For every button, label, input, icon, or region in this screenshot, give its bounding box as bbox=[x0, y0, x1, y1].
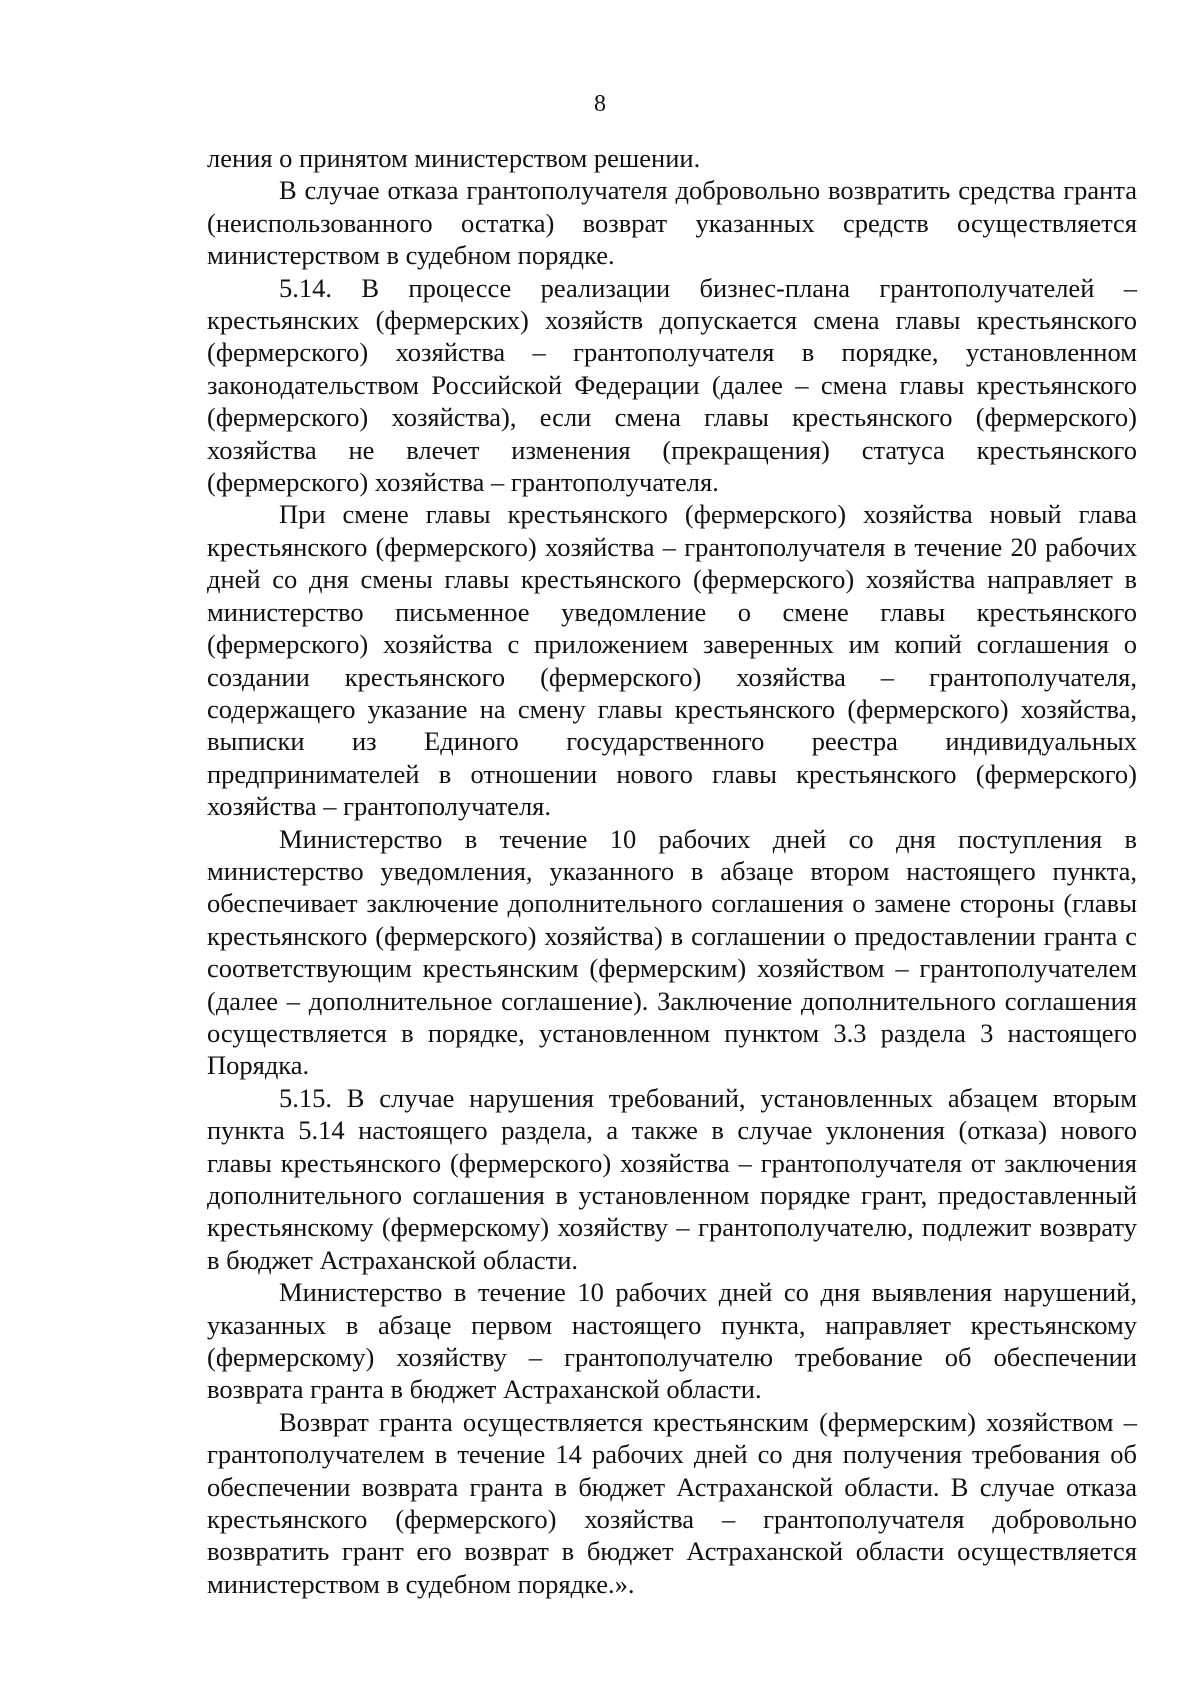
paragraph: Министерство в течение 10 рабочих дней со дня поступления в министерство уведомления, указанного в абзаце втором настоящего пункта, обеспечивает заключение дополнительного соглашения о замене стороны (главы крестьянского (фермерского) хозяйства) в соглашении о предоставлении гранта с соответствующим крестьянским (фермерским) хозяйством – грантополучателем (далее – дополнительное соглашение). Заключение дополнительного соглашения осуществляется в порядке, установленном пунктом 3.3 раздела 3 настоящего Порядка. bbox=[207, 823, 1137, 1081]
paragraph: При смене главы крестьянского (фермерского) хозяйства новый глава крестьянского (фермерского) хозяйства – грантополучателя в течение 20 рабочих дней со дня смены главы крестьянского (фермерского) хозяйства направляет в министерство письменное уведомление о смене главы крестьянского (фермерского) хозяйства с приложением заверенных им копий соглашения о создании крестьянского (фермерского) хозяйства – грантополучателя, содержащего указание на смену главы крестьянского (фермерского) хозяйства, выписки из Единого государственного реестра индивидуальных предпринимателей в отношении нового главы крестьянского (фермерского) хозяйства – грантополучателя. bbox=[207, 499, 1137, 822]
paragraph: 5.14. В процессе реализации бизнес-плана грантополучателей – крестьянских (фермерских) хозяйств допускается смена главы крестьянского (фермерского) хозяйства – грантополучателя в порядке, установленном законодательством Российской Федерации (далее – смена главы крестьянского (фермерского) хозяйства), если смена главы крестьянского (фермерского) хозяйства не влечет изменения (прекращения) статуса крестьянского (фермерского) хозяйства – грантополучателя. bbox=[207, 272, 1137, 498]
paragraph: Министерство в течение 10 рабочих дней со дня выявления нарушений, указанных в абзаце первом настоящего пункта, направляет крестьянскому (фермерскому) хозяйству – грантополучателю требование об обеспечении возврата гранта в бюджет Астраханской области. bbox=[207, 1277, 1137, 1405]
paragraph: ления о принятом министерством решении. bbox=[207, 143, 701, 173]
paragraph: Возврат гранта осуществляется крестьянским (фермерским) хозяйством – грантополучателем в течение 14 рабочих дней со дня получения требования об обеспечении возврата гранта в бюджет Астраханской области. В случае отказа крестьянского (фермерского) хозяйства – грантополучателя добровольно возвратить грант его возврат в бюджет Астраханской области осуществляется министерством в судебном порядке.». bbox=[207, 1406, 1137, 1599]
page-number: 8 bbox=[594, 91, 606, 117]
paragraph: 5.15. В случае нарушения требований, установленных абзацем вторым пункта 5.14 настоящего раздела, а также в случае уклонения (отказа) нового главы крестьянского (фермерского) хозяйства – грантополучателя от заключения дополнительного соглашения в установленном порядке грант, предоставленный крестьянскому (фермерскому) хозяйству – грантополучателю, подлежит возврату в бюджет Астраханской области. bbox=[207, 1082, 1137, 1275]
paragraph: В случае отказа грантополучателя добровольно возвратить средства гранта (неиспользованного остатка) возврат указанных средств осуществляется министерством в судебном порядке. bbox=[207, 175, 1137, 271]
document-body bbox=[207, 142, 1137, 1600]
